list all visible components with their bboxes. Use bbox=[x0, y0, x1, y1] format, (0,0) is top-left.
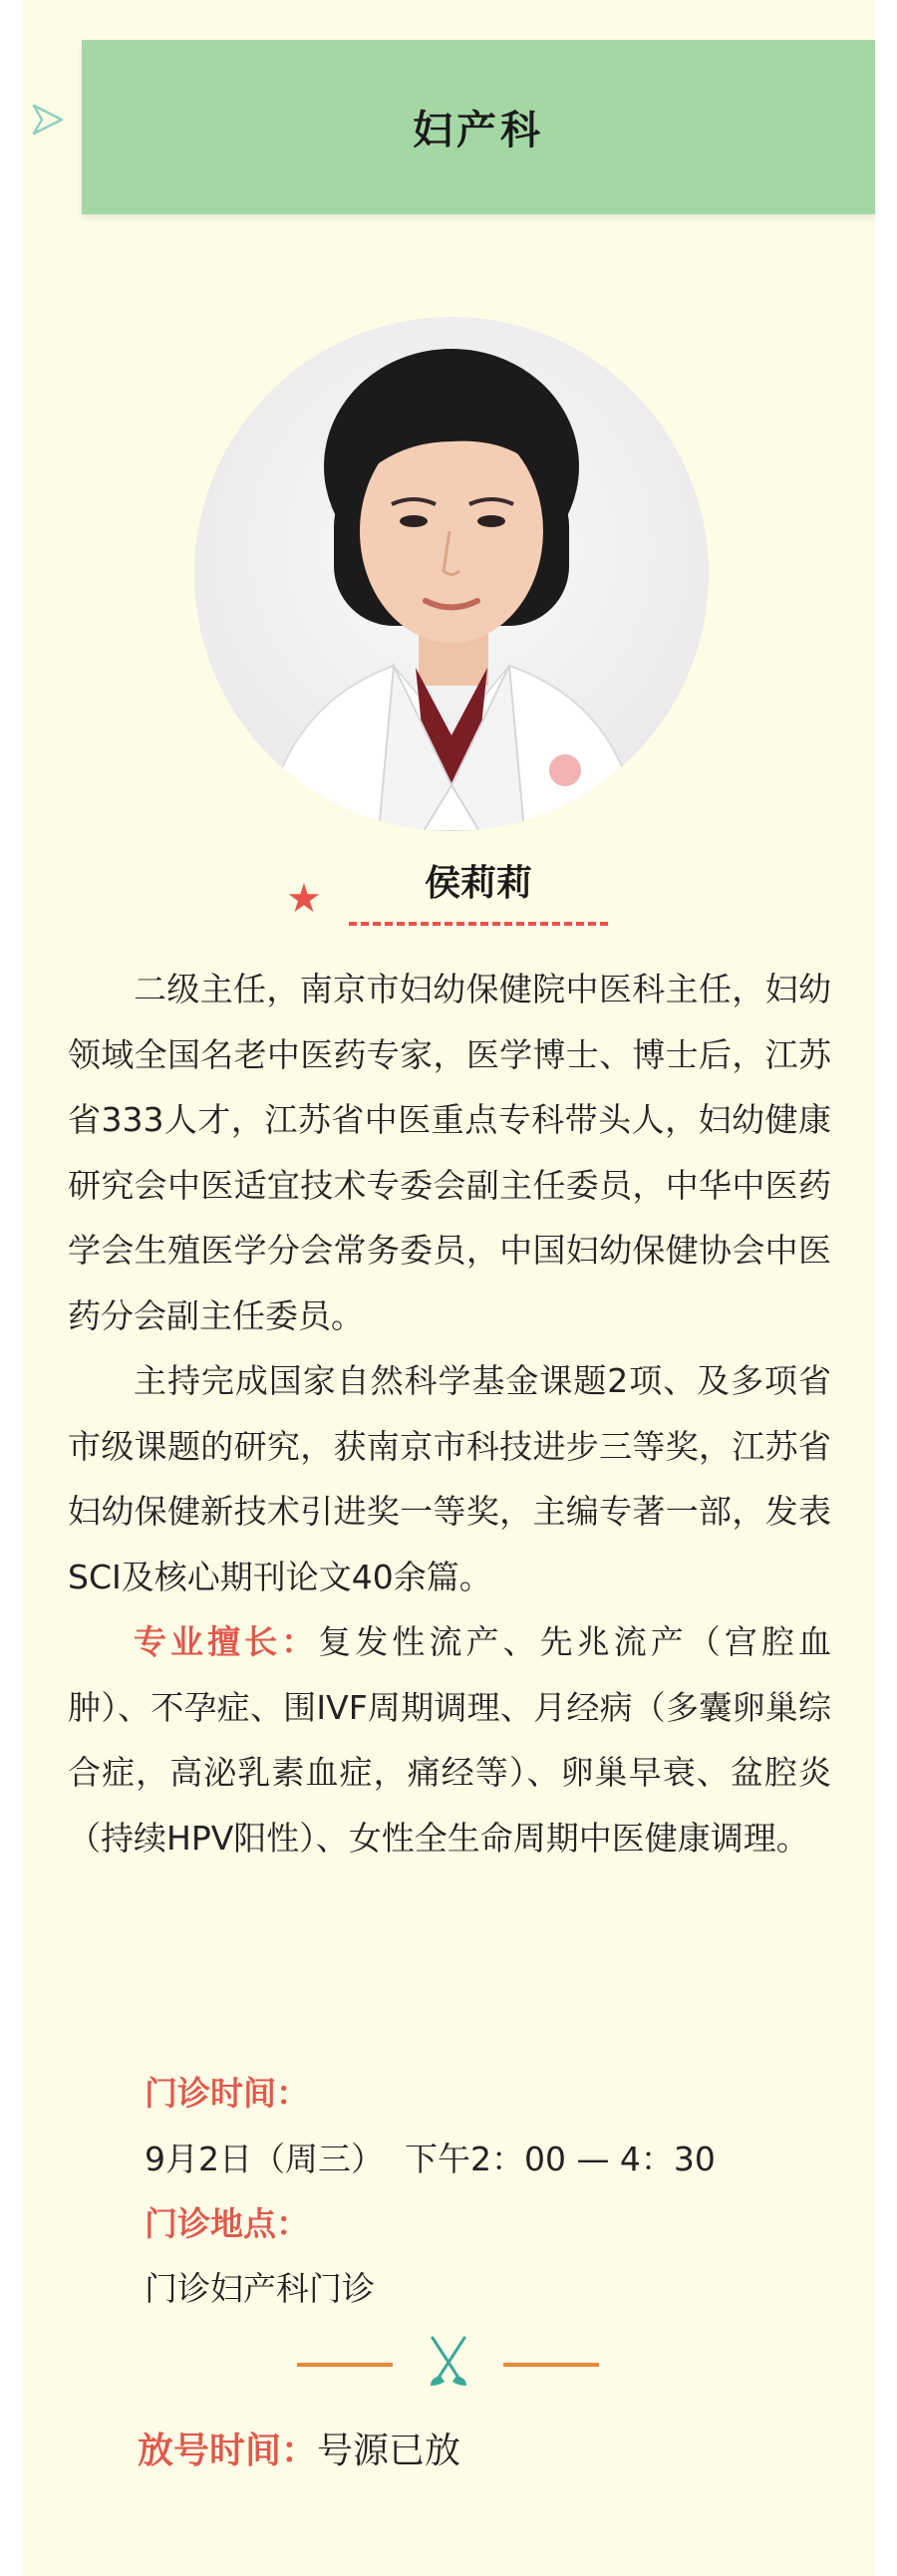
name-underline bbox=[349, 922, 608, 926]
release-label: 放号时间： bbox=[138, 2431, 318, 2471]
golf-clubs-icon bbox=[419, 2332, 478, 2392]
bio-paragraph-2: 主持完成国家自然科学基金课题2项、及多项省市级课题的研究，获南京市科技进步三等奖，江苏省妇幼保健新技术引进奖一等奖，主编专著一部，发表SCI及核心期刊论文40余篇。 bbox=[68, 1361, 831, 1596]
specialty-label: 专业擅长： bbox=[134, 1622, 319, 1661]
specialty-text: 复发性流产、先兆流产（宫腔血肿）、不孕症、围IVF周期调理、月经病（多囊卵巢综合症，高泌乳素血症，痛经等）、卵巢早衰、盆腔炎（持续HPV阳性）、女性全生命周期中医健康调理。 bbox=[68, 1622, 832, 1858]
clinic-time-label: 门诊时间： bbox=[145, 2074, 309, 2113]
release-value: 号源已放 bbox=[317, 2431, 461, 2471]
divider-right bbox=[503, 2363, 599, 2367]
divider-left bbox=[297, 2363, 393, 2367]
star-icon: ★ bbox=[286, 876, 322, 922]
release-line bbox=[138, 2419, 460, 2483]
clinic-location-label: 门诊地点： bbox=[145, 2204, 309, 2243]
doctor-avatar bbox=[194, 317, 709, 831]
doctor-bio bbox=[68, 957, 831, 1870]
doctor-name: 侯莉莉 bbox=[424, 863, 532, 904]
department-header bbox=[82, 40, 875, 214]
bio-paragraph-1: 二级主任，南京市妇幼保健院中医科主任，妇幼领域全国名老中医药专家，医学博士、博士后，江苏省333人才，江苏省中医重点专科带头人，妇幼健康研究会中医适宜技术专委会副主任委员，中华中医药学会生殖医学分会常务委员，中国妇幼保健协会中医药分会副主任委员。 bbox=[68, 970, 831, 1335]
clinic-time-value: 9月2日（周三） 下午2：00 — 4：30 bbox=[145, 2140, 716, 2178]
specialty-paragraph bbox=[68, 1609, 831, 1870]
arrow-right-icon bbox=[28, 100, 68, 140]
clinic-location-value: 门诊妇产科门诊 bbox=[145, 2269, 375, 2308]
department-title: 妇产科 bbox=[413, 108, 544, 153]
